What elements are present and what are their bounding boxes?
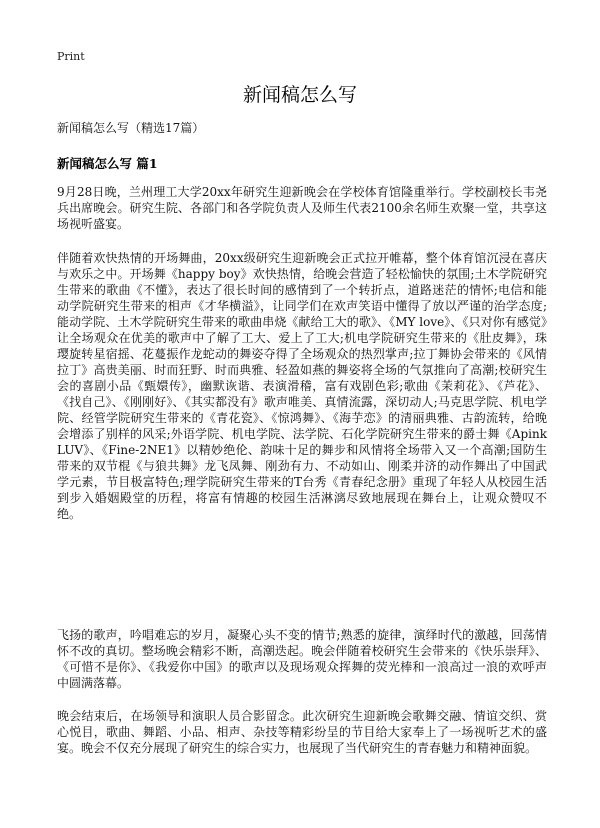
paragraph-3: 飞扬的歌声，吟唱难忘的岁月，凝聚心头不变的情节;熟悉的旋律，演绎时代的激越，回荡情怀不改的真切。整场晚会精彩不断，高潮迭起。晚会伴随着校研究生会带来的《快乐崇拜》、《可惜不是你》、《我爱你中国》的歌声以及现场观众挥舞的荧光棒和一浪高过一浪的欢呼声中圆满落幕。	[57, 628, 547, 690]
print-link[interactable]: Print	[57, 50, 85, 63]
paragraph-2: 伴随着欢快热情的开场舞曲，20xx级研究生迎新晚会正式拉开帷幕，整个体育馆沉浸在喜庆与欢乐之中。开场舞《happy boy》欢快热情，给晚会营造了轻松愉快的氛围;土木学院研究生带来的歌曲《不懂》，表达了很长时间的感情到了一个转折点，道路迷茫的情怀;电信和能动学院研究生带来的相声《才华横溢》，让同学们在欢声笑语中懂得了放以严谨的治学态度;能动学院、土木学院研究生带来的歌曲串烧《献给工大的歌》、《MY love》、《只对你有感觉》让全场观众在优美的歌声中了解了工大、爱上了工大;机电学院研究生带来的《肚皮舞》，珠璎旋转星宿摇、花蔓振作龙蛇动的舞姿夺得了全场观众的热烈掌声;拉丁舞协会带来的《风情拉丁》高贵美丽、时而狂野、时而典雅、轻盈如燕的舞姿将全场的气氛推向了高潮;校研究生会的喜剧小品《甄嬛传》，幽默诙谐、表演滑稽，富有戏剧色彩;歌曲《茉莉花》、《芦花》、《找自己》、《刚刚好》、《其实都没有》歌声唯美、真情流露，深切动人;马克思学院、机电学院、经管学院研究生带来的《青花瓷》、《惊鸿舞》、《海芋恋》的清丽典雅、古韵流转，给晚会增添了别样的风采;外语学院、机电学院、法学院、石化学院研究生带来的爵士舞《Apink LUV》、《Fine-2NE1》以精妙绝伦、韵味十足的舞步和风情将全场带入又一个高潮;国防生带来的双节棍《与狼共舞》龙飞凤舞、刚劲有力、不动如山、刚柔并济的动作舞出了中国武学元素，节目极富特色;理学院研究生带来的T台秀《青春纪念册》重现了年轻人从校园生活到步入婚姻殿堂的历程，将富有情趣的校园生活淋漓尽致地展现在舞台上，让观众赞叹不绝。	[57, 251, 547, 521]
paragraph-4: 晚会结束后，在场领导和演职人员合影留念。此次研究生迎新晚会歌舞交融、情谊交织、赏心悦目，歌曲、舞蹈、小品、相声、杂技等精彩纷呈的节目给大家奉上了一场视听艺术的盛宴。晚会不仅充分展现了研究生的综合实力，也展现了当代研究生的青春魅力和精神面貌。	[57, 709, 547, 755]
paragraph-1: 9月28日晚，兰州理工大学20xx年研究生迎新晚会在学校体育馆隆重举行。学校副校长韦尧兵出席晚会。研究生院、各部门和各学院负责人及师生代表2100余名师生欢聚一堂，共享这场视听盛宴。	[57, 185, 547, 231]
page-title: 新闻稿怎么写	[242, 84, 357, 106]
article-subtitle: 新闻稿怎么写（精选17篇）	[57, 121, 205, 135]
section-heading: 新闻稿怎么写 篇1	[57, 156, 158, 171]
